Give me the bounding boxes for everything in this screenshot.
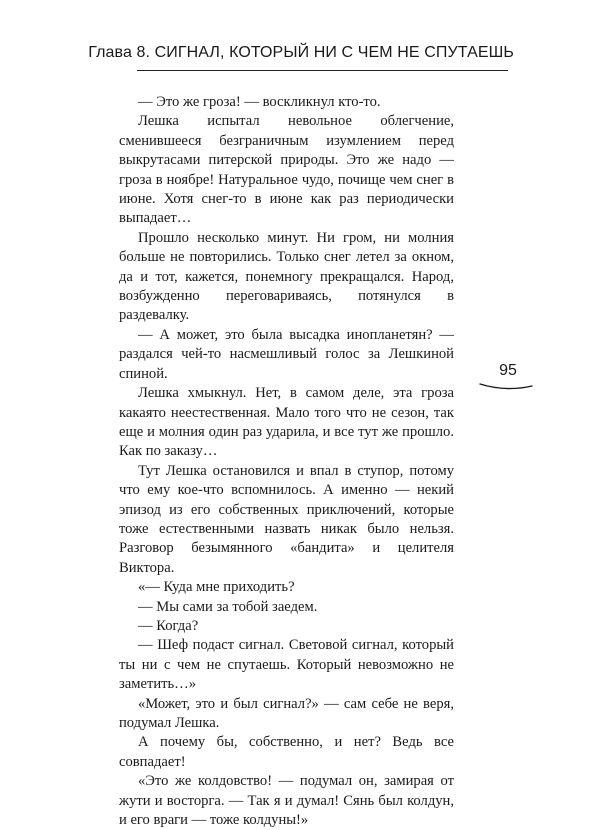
header-rule	[137, 70, 508, 71]
paragraph: Прошло несколько минут. Ни гром, ни молния больше не повторились. Только снег летел за окном, да и тот, кажется, понемногу прекращался. Народ, возбужденно переговариваясь, потянулся в раздевалку.	[119, 229, 454, 324]
paragraph: — Мы сами за тобой заедем.	[138, 598, 318, 615]
chapter-title: Глава 8. СИГНАЛ, КОТОРЫЙ НИ С ЧЕМ НЕ СПУТАЕШЬ	[88, 44, 514, 61]
page-number-swoosh	[478, 381, 534, 391]
paragraph: — Шеф подаст сигнал. Световой сигнал, который ты ни с чем не спутаешь. Который невозможно не заметить…»	[119, 637, 454, 693]
paragraph: — А может, это была высадка инопланетян? — раздался чей-то насмешливый голос за Лешкиной спиной.	[119, 326, 454, 382]
paragraph: «Может, это и был сигнал?» — сам себе не веря, подумал Лешка.	[119, 695, 454, 731]
paragraph: «Это же колдовство! — подумал он, замирая от жути и восторга. — Так я и думал! Сянь был колдун, и его враги — тоже колдуны!»	[119, 773, 454, 829]
paragraph: Лешка хмыкнул. Нет, в самом деле, эта гроза какаято неестественная. Мало того что не сезон, так еще и молния один раз ударила, и все тут же прошло. Как по заказу…	[119, 385, 454, 460]
paragraph: «— Куда мне приходить?	[138, 579, 295, 596]
running-head	[0, 44, 600, 74]
paragraph: — Когда?	[138, 617, 199, 634]
page-number: 95	[499, 362, 517, 379]
paragraph: — Это же гроза! — воскликнул кто-то.	[138, 94, 381, 110]
paragraph: Тут Лешка остановился и впал в ступор, потому что ему кое-что вспомнилось. А именно — некий эпизод из его собственных приключений, которые тоже естественными назвать никак было нельзя. Разговор безымянного «бандита» и целителя Виктора.	[119, 462, 454, 576]
paragraph: Лешка испытал невольное облегчение, сменившееся безграничным изумлением перед выкрутасами питерской природы. Это же надо — гроза в ноябре! Натуральное чудо, почище чем снег в июне. Хотя снег-то в июне как раз периодически выпадает…	[119, 113, 454, 227]
paragraph: А почему бы, собственно, и нет? Ведь все совпадает!	[119, 734, 454, 770]
body-text	[119, 93, 454, 830]
